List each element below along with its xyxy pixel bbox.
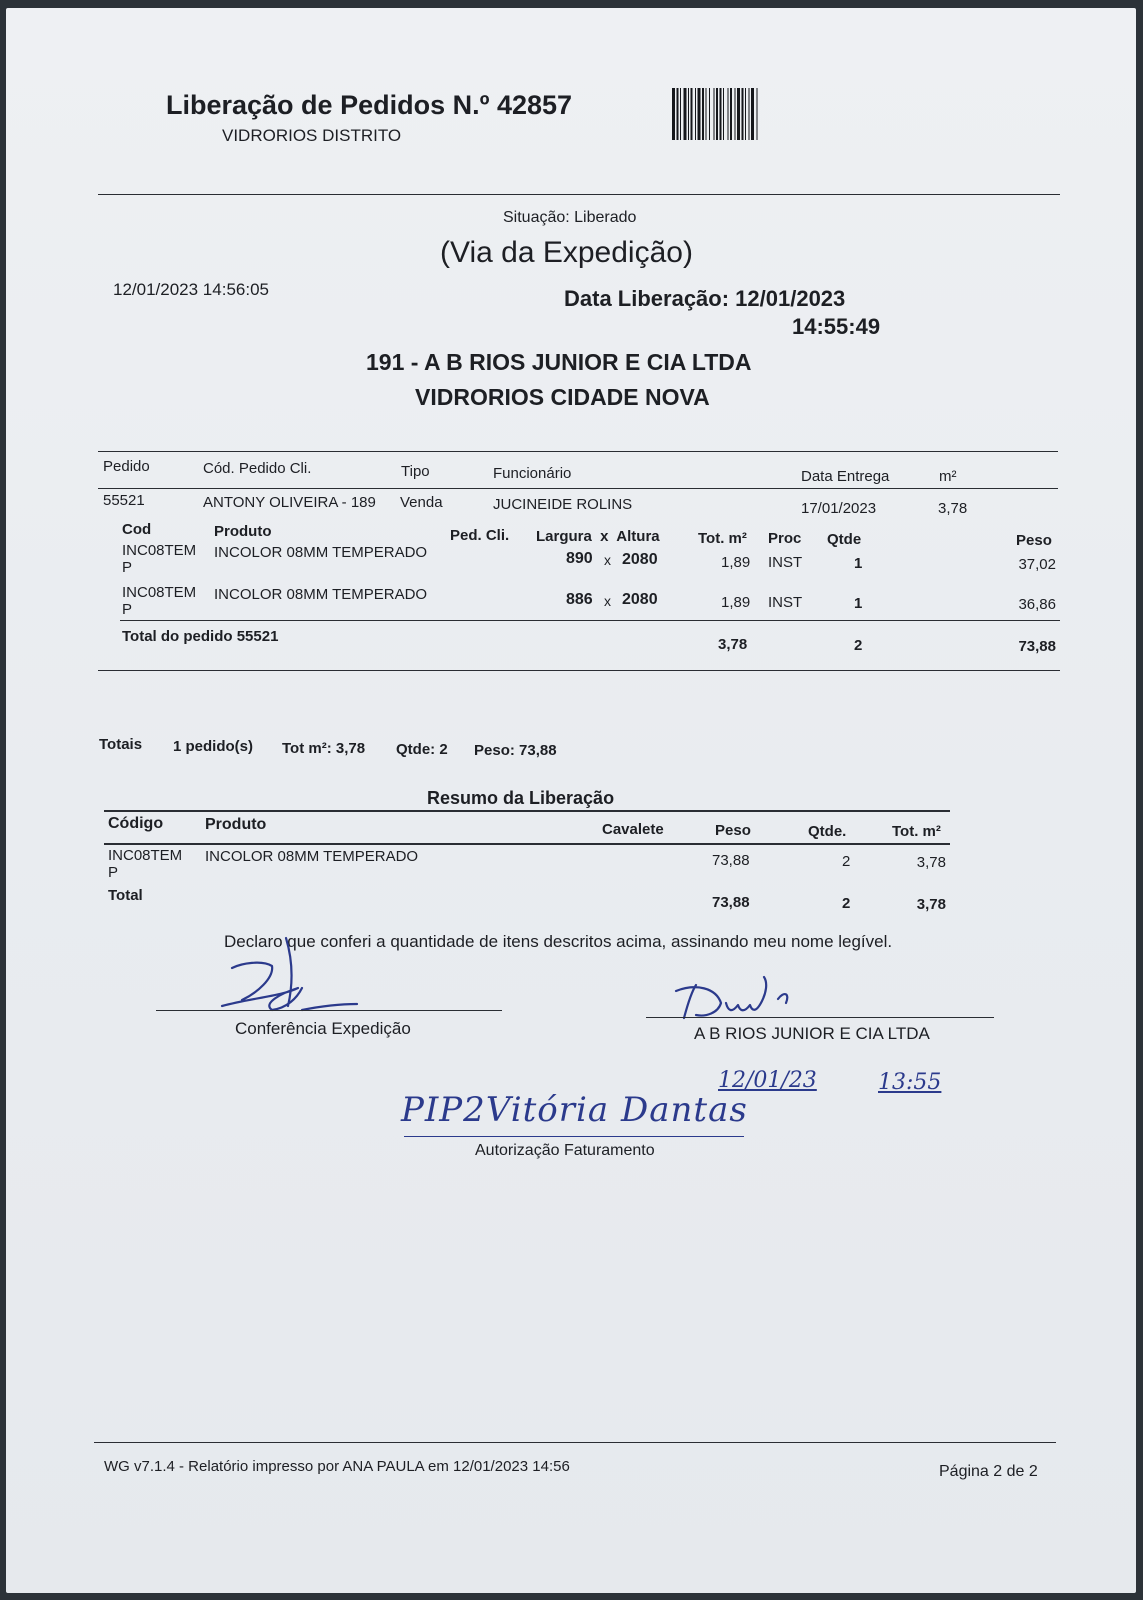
items-header-peso: Peso [1016,532,1052,549]
totals-m2: Tot m²: 3,78 [282,740,366,757]
item-proc: INST [768,594,803,611]
order-m2: 3,78 [938,500,968,517]
summary-total-tot-m2: 3,78 [916,896,946,913]
printed-timestamp: 12/01/2023 14:56:05 [113,280,269,299]
handwritten-authorizer: PIP2Vitória Dantas [401,1090,748,1130]
summary-header-codigo: Código [108,815,164,832]
barcode-bar [677,88,679,140]
release-date: Data Liberação: 12/01/2023 [564,286,846,311]
col-header-pedido: Pedido [103,458,150,475]
barcode-bar [672,88,675,140]
barcode-bar [720,88,722,140]
item-tot-m2: 1,89 [721,554,751,571]
barcode-bar [684,88,687,140]
company-name: VIDRORIOS DISTRITO [222,126,402,145]
footer-page-number: Página 2 de 2 [939,1463,1038,1480]
summary-peso: 73,88 [712,852,750,869]
summary-tot-m2: 3,78 [916,854,946,871]
item-height: 2080 [622,551,658,568]
item-code-cont: P [122,559,133,576]
totals-label: Totais [99,736,143,753]
item-peso: 37,02 [1018,556,1056,573]
summary-code-cont: P [108,864,119,881]
item-height: 2080 [622,591,658,608]
summary-total-peso: 73,88 [712,894,750,911]
items-header-ped-cli: Ped. Cli. [450,527,510,544]
barcode-bar [751,88,754,140]
document-page [6,8,1136,1593]
footer-printed-by: WG v7.1.4 - Relatório impresso por ANA PAULA em 12/01/2023 14:56 [104,1458,570,1475]
summary-qtde: 2 [842,853,851,870]
col-header-data-entrega: Data Entrega [801,468,890,485]
summary-header-produto: Produto [205,816,267,833]
item-code: INC08TEM [122,542,197,559]
item-qtde: 1 [854,595,863,612]
client-signature-label: A B RIOS JUNIOR E CIA LTDA [694,1024,930,1043]
order-number: 55521 [103,492,145,509]
summary-total-label: Total [108,887,143,904]
item-code: INC08TEM [122,584,197,601]
item-tot-m2: 1,89 [721,594,751,611]
client-name: 191 - A B RIOS JUNIOR E CIA LTDA [366,349,752,375]
order-total-qtde: 2 [854,637,863,654]
summary-header-tot-m2: Tot. m² [892,823,941,840]
barcode-bar [757,88,758,140]
item-code-cont: P [122,601,133,618]
barcode-bar [749,88,750,140]
col-header-cod-pedido-cli: Cód. Pedido Cli. [203,460,312,477]
summary-header-qtde: Qtde. [808,823,847,840]
totals-qtde: Qtde: 2 [396,741,448,758]
order-total-peso: 73,88 [1018,638,1056,655]
items-header-cod: Cod [122,521,152,538]
expedicao-signature [202,918,402,1028]
summary-header-peso: Peso [715,822,751,839]
barcode-bar [709,88,710,140]
release-time: 14:55:49 [792,314,881,339]
handwritten-date: 12/01/23 [718,1068,817,1093]
barcode-bar [723,88,724,140]
barcode-bar [702,88,704,140]
handwritten-time: 13:55 [878,1070,942,1095]
summary-product: INCOLOR 08MM TEMPERADO [205,848,419,865]
barcode-bar [714,88,715,140]
totals-pedidos: 1 pedido(s) [173,738,254,755]
autorizacao-label: Autorização Faturamento [475,1142,655,1159]
item-width: 890 [566,550,593,567]
via-title: (Via da Expedição) [440,236,693,269]
items-header-largura-altura: Largura x Altura [536,528,660,545]
expedicao-label: Conferência Expedição [235,1019,411,1038]
item-peso: 36,86 [1018,596,1056,613]
items-header-proc: Proc [768,530,802,547]
items-header-produto: Produto [214,523,272,540]
barcode-bar [742,88,744,140]
summary-total-qtde: 2 [842,895,851,912]
barcode-bar [691,88,693,140]
barcode-bar [680,88,681,140]
barcode-bar [695,88,696,140]
totals-peso: Peso: 73,88 [474,742,557,759]
barcode-bar [730,88,732,140]
item-product: INCOLOR 08MM TEMPERADO [214,544,428,561]
col-header-funcionario: Funcionário [493,465,572,482]
item-qtde: 1 [854,555,863,572]
barcode-bar [716,88,718,140]
barcode-bar [737,88,740,140]
barcode-bar [698,88,701,140]
order-total-label: Total do pedido 55521 [122,628,279,645]
item-width: 886 [566,591,593,608]
summary-title: Resumo da Liberação [427,788,615,808]
barcode-bar [735,88,736,140]
item-dim-separator: x [604,552,611,568]
order-total-m2: 3,78 [718,636,748,653]
barcode [670,88,845,140]
delivery-date: 17/01/2023 [801,500,877,517]
barcode-bar [728,88,729,140]
item-proc: INST [768,554,803,571]
col-header-m2: m² [939,468,957,485]
item-product: INCOLOR 08MM TEMPERADO [214,586,428,603]
declaration-text: Declaro que conferi a quantidade de itens descritos acima, assinando meu nome legível. [224,932,893,951]
employee-name: JUCINEIDE ROLINS [493,496,633,513]
order-type: Venda [400,494,443,511]
page-title: Liberação de Pedidos N.º 42857 [166,90,573,120]
items-header-tot-m2: Tot. m² [698,530,747,547]
client-order-code: ANTONY OLIVEIRA - 189 [203,494,376,511]
client-signature [666,963,866,1033]
client-store: VIDRORIOS CIDADE NOVA [415,384,710,410]
col-header-tipo: Tipo [401,463,430,480]
item-dim-separator: x [604,593,611,609]
summary-header-cavalete: Cavalete [602,821,664,838]
status-text: Situação: Liberado [503,209,637,226]
barcode-bar [688,88,689,140]
barcode-bar [745,88,746,140]
barcode-bar [706,88,707,140]
items-header-qtde: Qtde [827,531,862,548]
summary-code: INC08TEM [108,847,183,864]
